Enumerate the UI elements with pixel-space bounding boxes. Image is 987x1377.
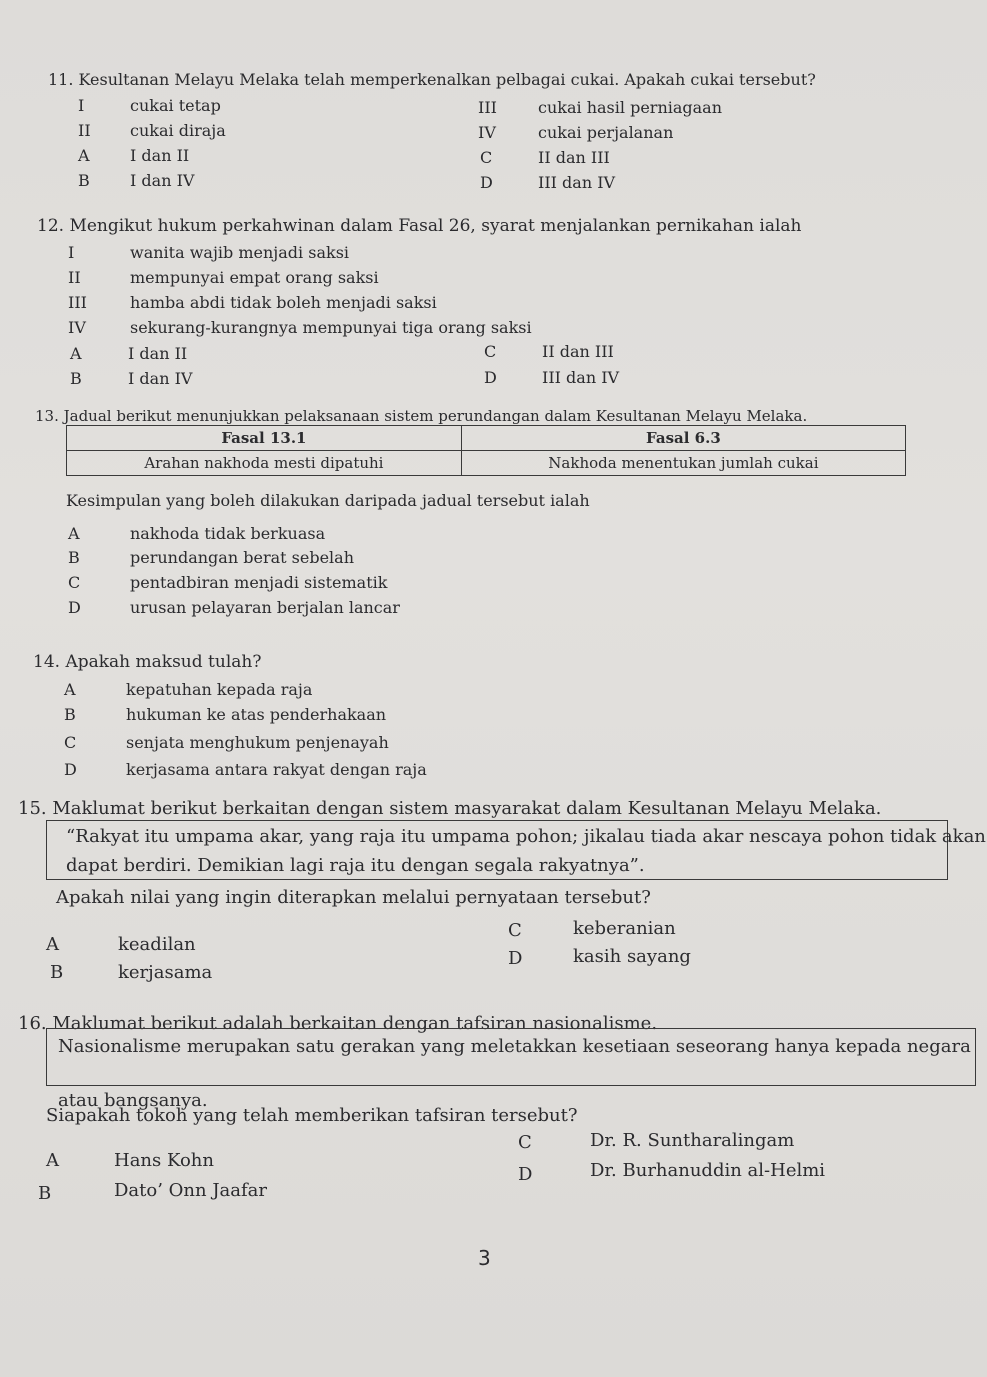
q11-option-text[interactable]: I dan IV [130, 171, 195, 190]
question-15-stem: 15. Maklumat berikut berkaitan dengan sistem masyarakat dalam Kesultanan Melayu Melaka. [18, 798, 882, 819]
q16-option-letter[interactable]: C [518, 1132, 532, 1153]
q16-quote-line: Nasionalisme merupakan satu gerakan yang meletakkan kesetiaan seseorang hanya kepada negara [58, 1036, 971, 1057]
q12-option-letter[interactable]: A [70, 344, 82, 363]
q12-option-text[interactable]: II dan III [542, 342, 614, 361]
q12-item-text: wanita wajib menjadi saksi [130, 243, 350, 262]
q14-option-text[interactable]: hukuman ke atas penderhakaan [126, 705, 387, 724]
q11-item-text: cukai tetap [130, 96, 221, 115]
q12-item-num: I [68, 243, 75, 262]
q11-item-text: cukai diraja [130, 121, 226, 140]
q12-item-num: III [68, 293, 87, 312]
q15-prompt: Apakah nilai yang ingin diterapkan melalui pernyataan tersebut? [56, 887, 651, 908]
q16-option-letter[interactable]: A [46, 1150, 59, 1171]
q13-option-letter[interactable]: C [68, 573, 81, 592]
q15-option-letter[interactable]: C [508, 920, 522, 941]
q16-option-text[interactable]: Hans Kohn [114, 1150, 214, 1171]
table-header: Fasal 6.3 [461, 426, 905, 451]
q12-option-text[interactable]: I dan II [128, 344, 188, 363]
q13-option-text[interactable]: pentadbiran menjadi sistematik [130, 573, 388, 592]
q15-option-text[interactable]: kasih sayang [573, 946, 691, 967]
q13-prompt: Kesimpulan yang boleh dilakukan daripada jadual tersebut ialah [66, 491, 590, 510]
q16-prompt: Siapakah tokoh yang telah memberikan tafsiran tersebut? [46, 1105, 578, 1126]
q13-option-letter[interactable]: D [68, 598, 81, 617]
q16-option-letter[interactable]: B [38, 1183, 52, 1204]
q11-option-letter[interactable]: B [78, 171, 90, 190]
q13-option-text[interactable]: nakhoda tidak berkuasa [130, 524, 326, 543]
q15-quote-line: “Rakyat itu umpama akar, yang raja itu umpama pohon; jikalau tiada akar nescaya pohon tidak akan [66, 826, 986, 847]
q11-option-text[interactable]: I dan II [130, 146, 190, 165]
q16-option-text[interactable]: Dr. R. Suntharalingam [590, 1130, 795, 1151]
table-header: Fasal 13.1 [67, 426, 462, 451]
question-16-stem: 16. Maklumat berikut adalah berkaitan dengan tafsiran nasionalisme. [18, 1013, 658, 1034]
q12-item-num: IV [68, 318, 86, 337]
q16-quote-line: atau bangsanya. [58, 1090, 208, 1111]
q16-option-text[interactable]: Dato’ Onn Jaafar [114, 1180, 268, 1201]
q12-option-letter[interactable]: D [484, 368, 497, 387]
q12-option-text[interactable]: I dan IV [128, 369, 193, 388]
q14-option-text[interactable]: senjata menghukum penjenayah [126, 733, 389, 752]
q11-item-num: II [78, 121, 91, 140]
q11-item-num: IV [478, 123, 496, 142]
q14-option-text[interactable]: kerjasama antara rakyat dengan raja [126, 760, 427, 779]
q11-option-letter[interactable]: C [480, 148, 493, 167]
q12-option-text[interactable]: III dan IV [542, 368, 620, 387]
question-14-stem: 14. Apakah maksud tulah? [33, 652, 262, 672]
question-13-stem: 13. Jadual berikut menunjukkan pelaksanaan sistem perundangan dalam Kesultanan Melayu Melaka. [35, 407, 808, 425]
q13-option-text[interactable]: urusan pelayaran berjalan lancar [130, 598, 400, 617]
q15-option-text[interactable]: kerjasama [118, 962, 213, 983]
q11-option-letter[interactable]: A [78, 146, 90, 165]
q12-item-text: sekurang-kurangnya mempunyai tiga orang saksi [130, 318, 532, 337]
law-table [66, 425, 906, 476]
q14-option-letter[interactable]: C [64, 733, 77, 752]
q13-option-letter[interactable]: B [68, 548, 80, 567]
q14-option-letter[interactable]: D [64, 760, 77, 779]
q15-option-text[interactable]: keadilan [118, 934, 196, 955]
q15-option-letter[interactable]: A [46, 934, 59, 955]
q11-item-text: cukai hasil perniagaan [538, 98, 723, 117]
q14-option-text[interactable]: kepatuhan kepada raja [126, 680, 313, 699]
q15-option-letter[interactable]: B [50, 962, 64, 983]
q15-option-letter[interactable]: D [508, 948, 523, 969]
question-11-stem: 11. Kesultanan Melayu Melaka telah memperkenalkan pelbagai cukai. Apakah cukai tersebut? [48, 70, 816, 89]
table-cell: Nakhoda menentukan jumlah cukai [461, 451, 905, 476]
q11-item-num: I [78, 96, 85, 115]
q12-item-num: II [68, 268, 81, 287]
q16-option-letter[interactable]: D [518, 1164, 533, 1185]
q11-option-text[interactable]: II dan III [538, 148, 610, 167]
q11-item-text: cukai perjalanan [538, 123, 674, 142]
table-cell: Arahan nakhoda mesti dipatuhi [67, 451, 462, 476]
q12-item-text: mempunyai empat orang saksi [130, 268, 379, 287]
q15-quote-line: dapat berdiri. Demikian lagi raja itu dengan segala rakyatnya”. [66, 855, 645, 876]
q14-option-letter[interactable]: B [64, 705, 76, 724]
q12-item-text: hamba abdi tidak boleh menjadi saksi [130, 293, 437, 312]
q13-option-letter[interactable]: A [68, 524, 80, 543]
question-12-stem: 12. Mengikut hukum perkahwinan dalam Fasal 26, syarat menjalankan pernikahan ialah [37, 216, 802, 236]
page-number: 3 [478, 1246, 491, 1270]
q13-option-text[interactable]: perundangan berat sebelah [130, 548, 354, 567]
q15-option-text[interactable]: keberanian [573, 918, 676, 939]
q12-option-letter[interactable]: B [70, 369, 82, 388]
q11-option-letter[interactable]: D [480, 173, 493, 192]
q12-option-letter[interactable]: C [484, 342, 497, 361]
q16-option-text[interactable]: Dr. Burhanuddin al-Helmi [590, 1160, 826, 1181]
q11-item-num: III [478, 98, 497, 117]
q11-option-text[interactable]: III dan IV [538, 173, 616, 192]
q14-option-letter[interactable]: A [64, 680, 76, 699]
